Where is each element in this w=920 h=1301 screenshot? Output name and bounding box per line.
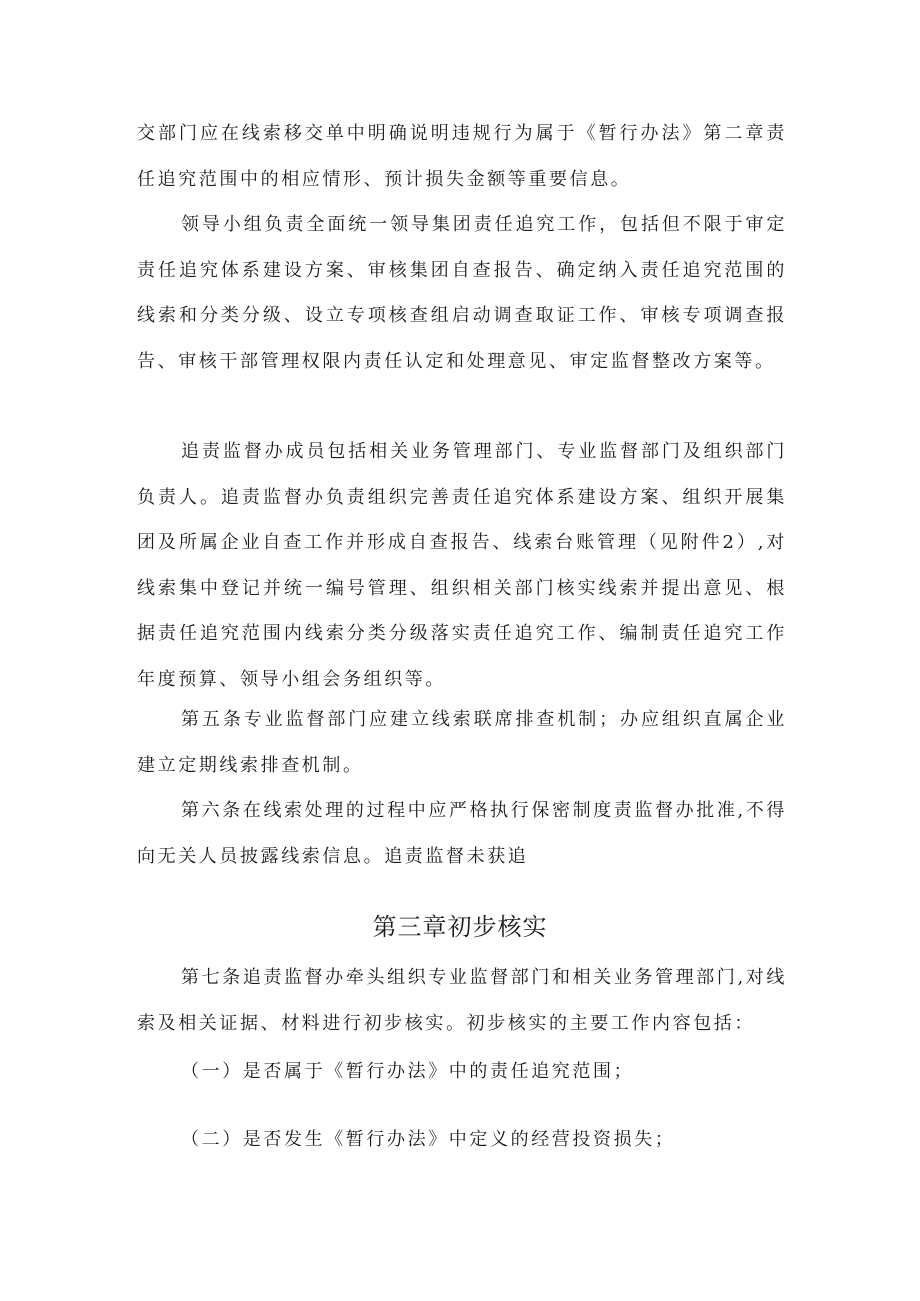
paragraph-continuation: 交部门应在线索移交单中明确说明违规行为属于《暂行办法》第二章责任追究范围中的相应情形、预计损失金额等重要信息。 [137, 123, 787, 190]
chapter-heading: 第三章初步核实 [372, 913, 548, 941]
paragraph-supervision-office: 追责监督办成员包括相关业务管理部门、专业监督部门及组织部门负责人。追责监督办负责组织完善责任追究体系建设方案、组织开展集团及所属企业自查工作并形成自查报告、线索台账管理（见附件2）,对线索集中登记并统一编号管理、组织相关部门核实线索并提出意见、根据责任追究范围内线索分类分级落实责任追究工作、编制责任追究工作年度预算、领导小组会务组织等。 [137, 441, 787, 690]
paragraph-article-7: 第七条追责监督办牵头组织专业监督部门和相关业务管理部门,对线索及相关证据、材料进行初步核实。初步核实的主要工作内容包括： [137, 967, 787, 1034]
paragraph-article-5: 第五条专业监督部门应建立线索联席排查机制；办应组织直属企业建立定期线索排查机制。 [137, 709, 787, 776]
paragraph-article-6: 第六条在线索处理的过程中应严格执行保密制度责监督办批准,不得向无关人员披露线索信息。追责监督未获追 [137, 800, 787, 867]
list-item-1: （一）是否属于《暂行办法》中的责任追究范围； [181, 1061, 635, 1082]
paragraph-leading-group: 领导小组负责全面统一领导集团责任追究工作，包括但不限于审定责任追究体系建设方案、审核集团自查报告、确定纳入责任追究范围的线索和分类分级、设立专项核查组启动调查取证工作、审核专项调查报告、审核干部管理权限内责任认定和处理意见、审定监督整改方案等。 [137, 214, 787, 372]
list-item-2: （二）是否发生《暂行办法》中定义的经营投资损失； [181, 1129, 676, 1150]
